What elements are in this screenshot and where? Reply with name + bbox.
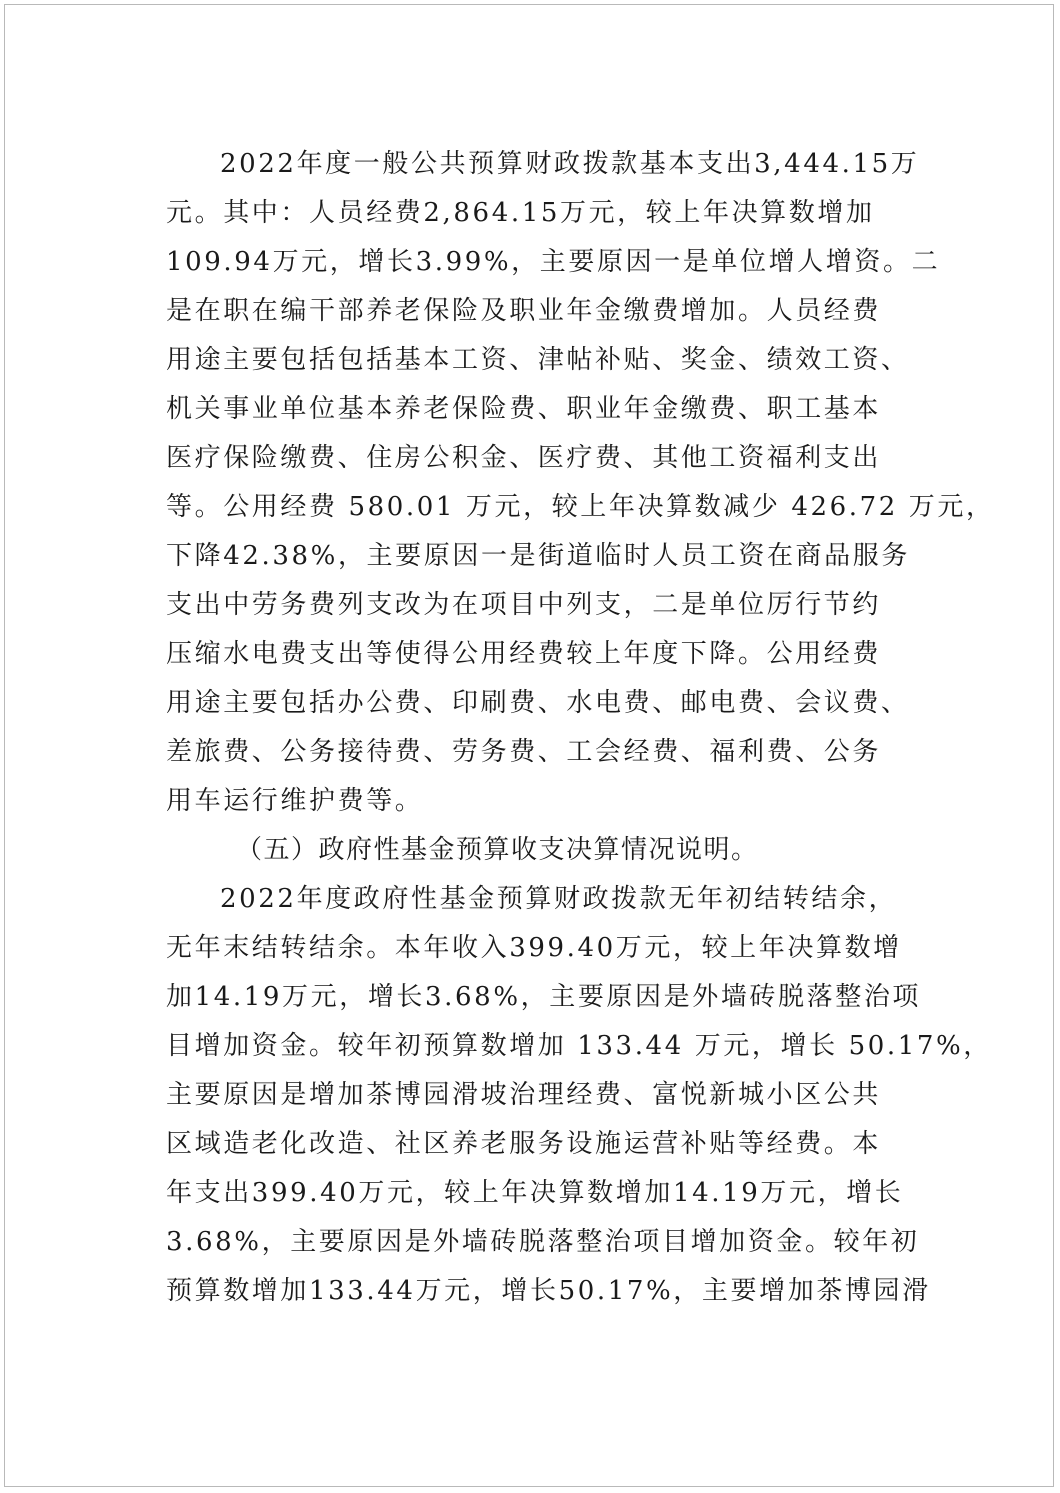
paragraph-line: 预算数增加133.44万元，增长50.17%，主要增加茶博园滑 xyxy=(166,1276,931,1306)
paragraph-line: 区域造老化改造、社区养老服务设施运营补贴等经费。本 xyxy=(166,1129,882,1159)
paragraph-line: 医疗保险缴费、住房公积金、医疗费、其他工资福利支出 xyxy=(166,443,882,473)
document-body xyxy=(166,142,995,1318)
paragraph-line: 无年末结转结余。本年收入399.40万元，较上年决算数增 xyxy=(166,933,902,963)
paragraph-line: 加14.19万元，增长3.68%，主要原因是外墙砖脱落整治项 xyxy=(166,982,922,1012)
paragraph-line: 机关事业单位基本养老保险费、职业年金缴费、职工基本 xyxy=(166,394,882,424)
paragraph-line: 用途主要包括办公费、印刷费、水电费、邮电费、会议费、 xyxy=(166,688,910,718)
paragraph-line: 用车运行维护费等。 xyxy=(166,786,424,816)
paragraph-line: 元。其中：人员经费2,864.15万元，较上年决算数增加 xyxy=(166,198,875,228)
paragraph-line: 差旅费、公务接待费、劳务费、工会经费、福利费、公务 xyxy=(166,737,882,767)
paragraph-line: 用途主要包括包括基本工资、津帖补贴、奖金、绩效工资、 xyxy=(166,345,910,375)
paragraph-line: 是在职在编干部养老保险及职业年金缴费增加。人员经费 xyxy=(166,296,882,326)
paragraph-line: 压缩水电费支出等使得公用经费较上年度下降。公用经费 xyxy=(166,639,882,669)
paragraph-line: 支出中劳务费列支改为在项目中列支，二是单位厉行节约 xyxy=(166,590,882,620)
paragraph-line: 下降42.38%，主要原因一是街道临时人员工资在商品服务 xyxy=(166,541,910,571)
paragraph-line: 主要原因是增加茶博园滑坡治理经费、富悦新城小区公共 xyxy=(166,1080,882,1110)
paragraph-line: 2022年度一般公共预算财政拨款基本支出3,444.15万 xyxy=(220,149,920,179)
paragraph-line: 3.68%，主要原因是外墙砖脱落整治项目增加资金。较年初 xyxy=(166,1227,920,1257)
paragraph-line: 109.94万元，增长3.99%，主要原因一是单位增人增资。二 xyxy=(166,247,941,277)
paragraph-line: 年支出399.40万元，较上年决算数增加14.19万元，增长 xyxy=(166,1178,904,1208)
paragraph-line: 等。公用经费 580.01 万元，较上年决算数减少 426.72 万元， xyxy=(166,492,995,522)
section-heading: （五）政府性基金预算收支决算情况说明。 xyxy=(236,835,759,865)
paragraph-line: 2022年度政府性基金预算财政拨款无年初结转结余， xyxy=(220,884,898,914)
paragraph-line: 目增加资金。较年初预算数增加 133.44 万元，增长 50.17%， xyxy=(166,1031,992,1061)
